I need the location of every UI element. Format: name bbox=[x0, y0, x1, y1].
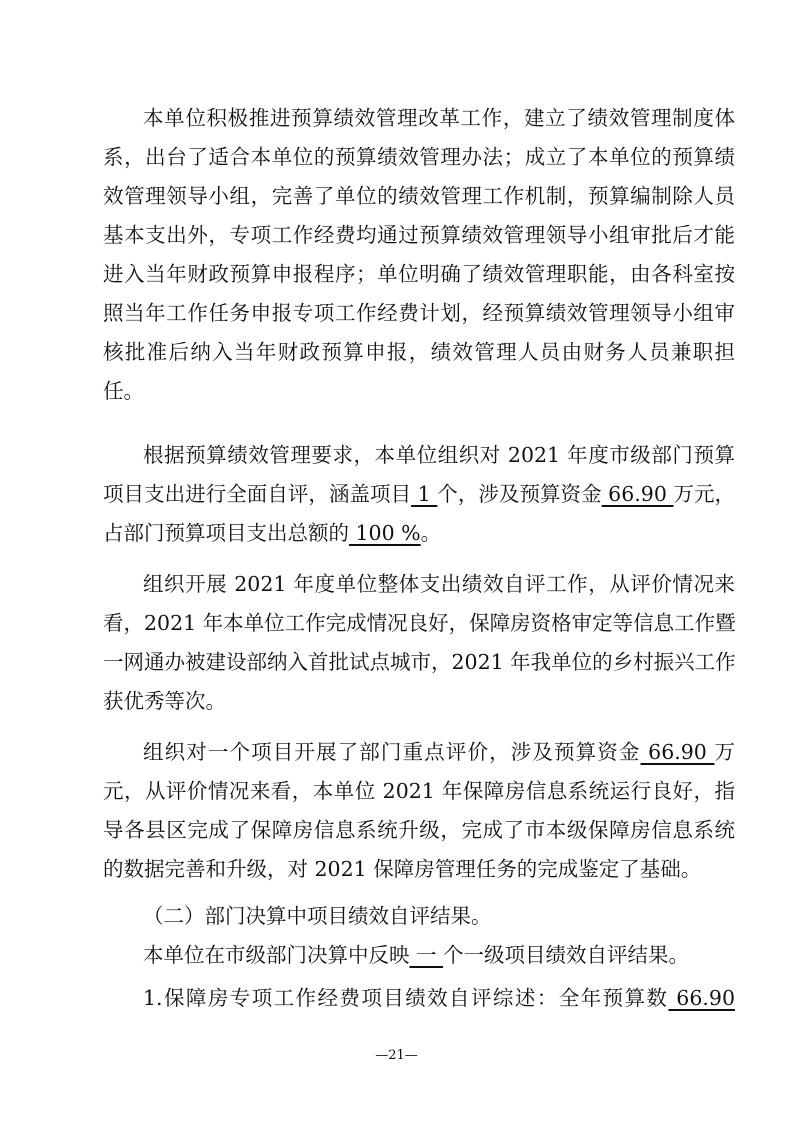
paragraph-3-line-3: 一网通办被建设部纳入首批试点城市，2021 年我单位的乡村振兴工作 bbox=[103, 650, 736, 674]
text-segment: 本单位在市级部门决算中反映 bbox=[143, 943, 410, 967]
paragraph-4-line-4: 的数据完善和升级，对 2021 保障房管理任务的完成鉴定了基础。 bbox=[103, 857, 702, 881]
project-level-count-value: 一 bbox=[409, 943, 444, 967]
project-count-value: 1 bbox=[411, 482, 438, 506]
text-segment: 1.保障房专项工作经费项目绩效自评综述：全年预算数 bbox=[143, 986, 669, 1010]
text-segment: 项目支出进行全面自评，涵盖项目 bbox=[103, 482, 412, 506]
text-segment: 占部门预算项目支出总额的 bbox=[103, 521, 349, 545]
paragraph-5-line-1 bbox=[143, 941, 735, 969]
section-heading: （二）部门决算中项目绩效自评结果。 bbox=[143, 904, 492, 928]
paragraph-1-line-1: 本单位积极推进预算绩效管理改革工作，建立了绩效管理制度体 bbox=[143, 106, 735, 130]
paragraph-4-line-2: 元，从评价情况来看，本单位 2021 年保障房信息系统运行良好，指 bbox=[103, 779, 735, 803]
paragraph-3-line-2: 看，2021 年本单位工作完成情况良好，保障房资格审定等信息工作暨 bbox=[103, 611, 736, 635]
paragraph-1-line-5: 进入当年财政预算申报程序；单位明确了绩效管理职能，由各科室按 bbox=[103, 262, 735, 286]
paragraph-1-line-7: 核批准后纳入当年财政预算申报，绩效管理人员由财务人员兼职担 bbox=[103, 340, 735, 364]
text-segment: 万 bbox=[714, 740, 735, 764]
paragraph-6-line-1 bbox=[143, 984, 735, 1012]
paragraph-1-line-3: 效管理领导小组，完善了单位的绩效管理工作机制，预算编制除人员 bbox=[103, 184, 735, 208]
paragraph-2-line-3 bbox=[103, 519, 735, 547]
page-number: —21— bbox=[375, 1048, 418, 1063]
paragraph-1-line-2: 系，出台了适合本单位的预算绩效管理办法；成立了本单位的预算绩 bbox=[103, 145, 735, 169]
annual-budget-value: 66.90 bbox=[668, 986, 735, 1010]
text-segment: 组织对一个项目开展了部门重点评价，涉及预算资金 bbox=[143, 740, 641, 764]
text-segment: 。 bbox=[420, 521, 442, 545]
text-segment: 万元， bbox=[673, 482, 736, 506]
paragraph-3-line-1: 组织开展 2021 年度单位整体支出绩效自评工作，从评价情况来 bbox=[143, 572, 735, 596]
paragraph-3-line-4: 获优秀等次。 bbox=[103, 689, 226, 713]
paragraph-1-line-8: 任。 bbox=[103, 379, 144, 403]
percentage-value: 100 % bbox=[349, 521, 421, 545]
paragraph-2-line-1: 根据预算绩效管理要求，本单位组织对 2021 年度市级部门预算 bbox=[143, 443, 735, 467]
paragraph-4-line-3: 导各县区完成了保障房信息系统升级，完成了市本级保障房信息系统 bbox=[103, 818, 735, 842]
paragraph-4-line-1 bbox=[143, 738, 735, 766]
budget-amount-value: 66.90 bbox=[601, 482, 674, 506]
paragraph-1-line-4: 基本支出外，专项工作经费均通过预算绩效管理领导小组审批后才能 bbox=[103, 223, 735, 247]
text-segment: 个，涉及预算资金 bbox=[437, 482, 602, 506]
key-evaluation-budget-value: 66.90 bbox=[640, 740, 715, 764]
text-segment: 个一级项目绩效自评结果。 bbox=[443, 943, 690, 967]
paragraph-2-line-2 bbox=[103, 480, 735, 508]
paragraph-1-line-6: 照当年工作任务申报专项工作经费计划，经预算绩效管理领导小组审 bbox=[103, 301, 735, 325]
